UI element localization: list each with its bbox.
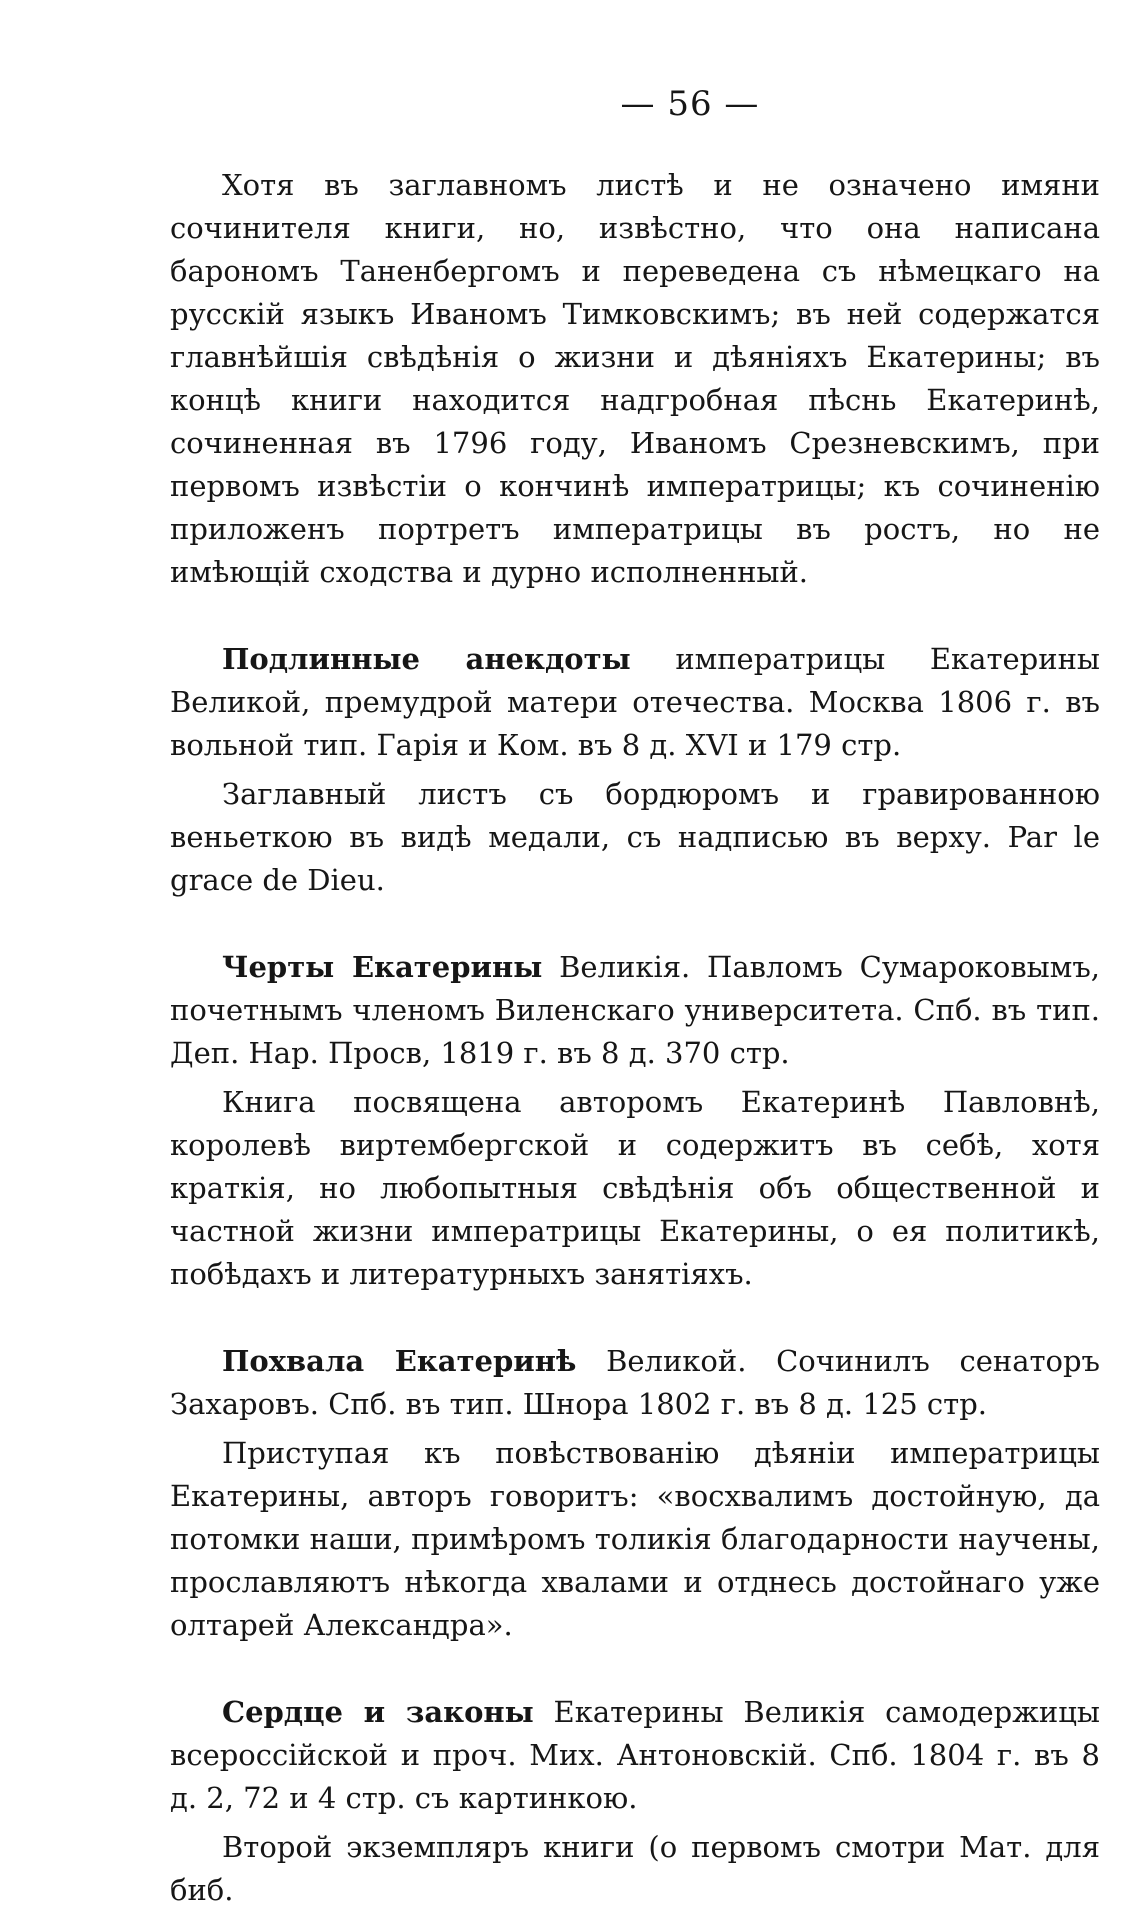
entry-citation xyxy=(170,1340,1100,1426)
intro-paragraph: Хотя въ заглавномъ листѣ и не означено имяни сочинителя книги, но, извѣстно, что она написана барономъ Таненбергомъ и переведена съ нѣмецкаго на русскій языкъ Иваномъ Тимковскимъ; въ ней содержатся главнѣйшія свѣдѣнія о жизни и дѣяніяхъ Екатерины; въ концѣ книги находится надгробная пѣснь Екатеринѣ, сочиненная въ 1796 году, Иваномъ Срезневскимъ, при первомъ извѣстіи о кончинѣ императрицы; къ сочиненію приложенъ портретъ императрицы въ ростъ, но не имѣющій сходства и дурно исполненный. xyxy=(170,168,1100,589)
entry-citation xyxy=(170,946,1100,1075)
entry-citation-rest: императрицы Екатерины Великой, премудрой матери отечества. Москва 1806 г. въ вольной тип. Гарія и Ком. въ 8 д. XVI и 179 стр. xyxy=(170,642,1100,762)
bibliography-entry xyxy=(170,1340,1100,1647)
bibliography-entry xyxy=(170,638,1100,902)
page-number: — 56 — xyxy=(620,84,760,124)
entry-title-lead: Подлинные анекдоты xyxy=(222,642,631,676)
entry-citation-rest: Великія. Павломъ Сумароковымъ, почетнымъ членомъ Виленскаго университета. Спб. въ тип. Деп. Нар. Просв, 1819 г. въ 8 д. 370 стр. xyxy=(170,950,1100,1070)
bibliography-entry xyxy=(170,1691,1100,1912)
entry-citation xyxy=(170,638,1100,767)
entry-title-lead: Сердце и законы xyxy=(222,1695,534,1729)
entry-title-lead: Похвала Екатеринѣ xyxy=(222,1344,577,1378)
bibliography-entry xyxy=(170,946,1100,1296)
entry-note: Книга посвящена авторомъ Екатеринѣ Павловнѣ, королевѣ виртембергской и содержитъ въ себѣ, хотя краткія, но любопытныя свѣдѣнія объ общественной и частной жизни императрицы Екатерины, о ея политикѣ, побѣдахъ и литературныхъ занятіяхъ. xyxy=(170,1085,1100,1291)
entry-note: Приступая къ повѣствованію дѣяніи императрицы Екатерины, авторъ говоритъ: «восхвалимъ достойную, да потомки наши, примѣромъ толикія благодарности научены, прославляютъ нѣкогда хвалами и отднесь достойнаго уже олтарей Александра». xyxy=(170,1436,1100,1642)
entry-citation-rest: Екатерины Великія самодержицы всероссійской и проч. Мих. Антоновскій. Спб. 1804 г. въ 8 д. 2, 72 и 4 стр. съ картинкою. xyxy=(170,1695,1100,1815)
entry-citation-rest: Великой. Сочинилъ сенаторъ Захаровъ. Спб. въ тип. Шнора 1802 г. въ 8 д. 125 стр. xyxy=(170,1344,1100,1421)
entry-citation xyxy=(170,1691,1100,1820)
entry-note: Заглавный листъ съ бордюромъ и гравированною веньеткою въ видѣ медали, съ надписью въ верху. Par le grace de Dieu. xyxy=(170,777,1100,897)
entry-title-lead: Черты Екатерины xyxy=(222,950,543,984)
entry-note: Второй экземпляръ книги (о первомъ смотри Мат. для биб. xyxy=(170,1830,1100,1907)
